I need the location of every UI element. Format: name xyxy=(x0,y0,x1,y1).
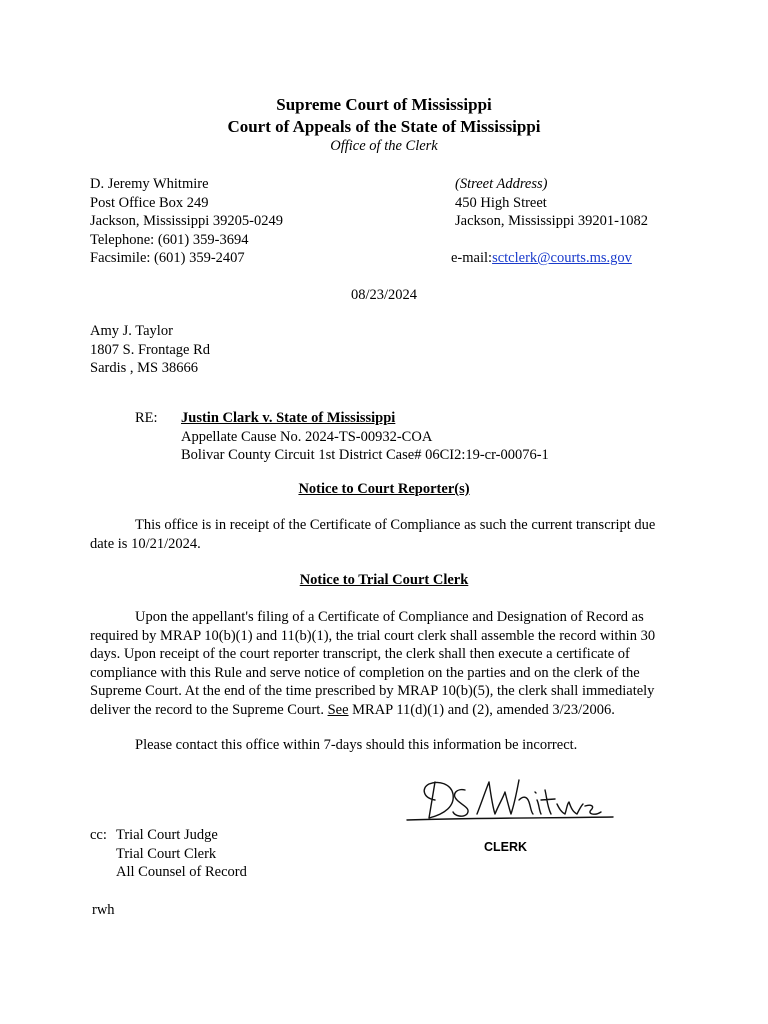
signature-image xyxy=(405,770,615,830)
recipient-city: Sardis , MS 38666 xyxy=(90,360,198,376)
court-name-supreme: Supreme Court of Mississippi xyxy=(276,95,492,114)
typist-initials: rwh xyxy=(92,902,115,918)
contact-note: Please contact this office within 7-days should this information be incorrect. xyxy=(135,737,578,753)
notice-reporter-body xyxy=(90,516,678,553)
notice-clerk-body xyxy=(90,608,690,719)
recipient-street: 1807 S. Frontage Rd xyxy=(90,341,211,358)
recipient-address xyxy=(90,322,210,378)
notice-clerk-line: required by MRAP 10(b)(1) and 11(b)(1), the trial court clerk shall assemble the record within 30 xyxy=(90,627,656,644)
notice-reporter-heading: Notice to Court Reporter(s) xyxy=(298,481,470,497)
letter-date: 08/23/2024 xyxy=(350,287,418,303)
po-box: Post Office Box 249 xyxy=(90,194,209,211)
email-prefix: e-mail: xyxy=(451,250,493,266)
cc-label: cc: xyxy=(90,827,107,843)
clerk-name: D. Jeremy Whitmire xyxy=(90,176,209,192)
court-name-appeals: Court of Appeals of the State of Mississippi xyxy=(227,117,541,136)
clerk-signature xyxy=(405,770,615,830)
notice-clerk-line: compliance with this Rule and serve notice of completion on the parties and on the clerk of the xyxy=(90,664,640,681)
recipient-name: Amy J. Taylor xyxy=(90,323,173,339)
trial-case-number: Bolivar County Circuit 1st District Case# 06CI2:19-cr-00076-1 xyxy=(181,447,549,463)
telephone: Telephone: (601) 359-3694 xyxy=(90,231,249,248)
case-title: Justin Clark v. State of Mississippi xyxy=(181,410,396,426)
notice-reporter-line: This office is in receipt of the Certificate of Compliance as such the current transcript due xyxy=(135,517,656,533)
cc-item: All Counsel of Record xyxy=(116,864,247,880)
see-signal: See xyxy=(327,701,349,718)
street-city: Jackson, Mississippi 39201-1082 xyxy=(455,213,648,229)
cc-item: Trial Court Clerk xyxy=(116,845,217,862)
re-label: RE: xyxy=(135,410,158,426)
street-address-label: (Street Address) xyxy=(455,176,548,192)
notice-clerk-line: Supreme Court. At the end of the time prescribed by MRAP 10(b)(5), the clerk shall immediately xyxy=(90,683,655,699)
appellate-cause: Appellate Cause No. 2024-TS-00932-COA xyxy=(181,428,433,445)
notice-clerk-line: deliver the record to the Supreme Court. See MRAP 11(d)(1) and (2), amended 3/23/2006. xyxy=(90,701,615,718)
cc-item: Trial Court Judge xyxy=(116,827,218,843)
notice-reporter-line: date is 10/21/2024. xyxy=(90,535,201,552)
email-line xyxy=(451,249,632,268)
notice-clerk-line: Upon the appellant's filing of a Certificate of Compliance and Designation of Record as xyxy=(135,609,644,625)
street-address xyxy=(455,175,648,249)
street-line: 450 High Street xyxy=(455,194,547,211)
re-block xyxy=(181,409,549,465)
mailing-city: Jackson, Mississippi 39205-0249 xyxy=(90,213,283,229)
facsimile: Facsimile: (601) 359-2407 xyxy=(90,250,245,266)
email-link[interactable]: sctclerk@courts.ms.gov xyxy=(492,250,632,266)
office-subtitle: Office of the Clerk xyxy=(330,138,438,154)
cc-list xyxy=(116,826,247,882)
notice-clerk-line: days. Upon receipt of the court reporter transcript, the clerk shall then execute a certificate of xyxy=(90,646,630,662)
signature-title: CLERK xyxy=(484,840,528,854)
mailing-address xyxy=(90,175,283,268)
notice-clerk-heading: Notice to Trial Court Clerk xyxy=(299,572,469,588)
